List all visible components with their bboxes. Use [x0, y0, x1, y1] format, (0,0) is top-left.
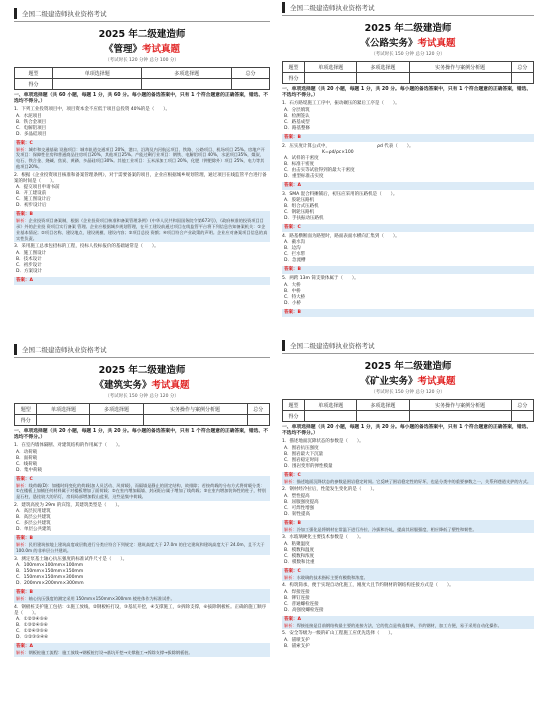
score-cell: [232, 79, 270, 90]
score-row-label: 得分: [15, 415, 37, 426]
score-cell: [511, 411, 533, 422]
option: D．小桥: [284, 300, 301, 306]
option: B．开工建设前: [16, 191, 47, 197]
score-row-label: 得分: [15, 79, 53, 90]
option: C．①②④③⑤⑥: [16, 629, 48, 635]
question-text: 5．两跨 13m 简支梁体属于（ ）。: [282, 276, 359, 282]
exam-meta: （考试时长 150 分钟 总分 120 分）: [105, 394, 179, 399]
exam-title: [282, 35, 534, 49]
exam-meta: （考试时长 150 分钟 总分 120 分）: [371, 390, 445, 395]
score-cell: [305, 73, 357, 84]
option: C．线荷载: [16, 461, 38, 467]
explanation: [284, 575, 532, 581]
score-cell: [247, 415, 269, 426]
exam-title-year: 2025 年二级建造师: [98, 29, 186, 40]
header-bar: [14, 344, 17, 355]
explanation: [284, 623, 532, 629]
option: B．150mm×150mm×150mm: [16, 569, 84, 574]
score-table: [282, 61, 534, 84]
score-cell: [357, 411, 409, 422]
score-col: 实务操作与案例分析题: [409, 400, 511, 411]
option: A．焊接连接: [284, 589, 310, 595]
exam-title-red: 考试真题: [417, 38, 456, 49]
option: A．粘聚温度: [284, 541, 310, 547]
score-col: 多项选择题: [357, 62, 409, 73]
option: C．模数和浓度: [284, 553, 315, 559]
question-text: 1．石方路堤施工工序中，振动碾压的紧后工序是（ ）。: [282, 101, 400, 107]
option: A．试样的干密度: [284, 156, 319, 162]
answer-box: [282, 472, 534, 486]
answer-box: [282, 520, 534, 534]
question-text: 1．下列工业投资项目中，项目资本金不应低于项目总投资 40%的是（ ）。: [14, 107, 171, 113]
score-col: 多项选择题: [142, 68, 232, 79]
question-text: 3．SMA 混合料摊铺后，初压应采用的压路机是（ ）。: [282, 192, 398, 198]
explanation-label: 解析：: [16, 218, 29, 224]
option: D．初步设计后: [16, 203, 47, 209]
header-text: 全国二级建造师执业资格考试: [22, 346, 107, 354]
option: A．大桥: [284, 282, 301, 288]
header-bar: [282, 340, 285, 351]
answer-text: 答案：B: [284, 520, 301, 526]
option: B．检测签认: [284, 113, 310, 119]
exam-page-construction: [14, 342, 270, 716]
explanation-label: 解析：: [16, 596, 29, 601]
answer-box: [14, 277, 270, 285]
exam-subject: 《矿业实务》: [360, 376, 418, 387]
option: D．集中荷载: [16, 467, 42, 473]
option: D．①②③⑤④⑥: [16, 635, 49, 641]
page-header: [282, 338, 534, 354]
option: B．模数和温度: [284, 547, 315, 553]
score-col-total: 总分: [511, 62, 533, 73]
option: B．组合式压路机: [284, 204, 319, 210]
answer-text: 答案：B: [284, 267, 301, 273]
answer-text: 答案：A: [16, 644, 33, 650]
option: D．急流槽: [284, 258, 306, 264]
formula: K=ρd/ρc×100: [322, 149, 354, 155]
option: A．施工图设计: [16, 250, 47, 256]
option: B．铆钉连接: [284, 595, 310, 601]
exam-title-year: 2025 年二级建造师: [364, 361, 452, 372]
explanation-label: 解析：: [16, 146, 29, 152]
exam-title-red: 考试真题: [417, 376, 456, 387]
option: A．围岩抗压强度: [284, 445, 319, 451]
option: C．普通螺栓连接: [284, 601, 319, 607]
exam-title: [14, 41, 270, 55]
score-cell: [357, 73, 409, 84]
answer-text: 答案：B: [284, 134, 301, 140]
explanation-text: 轴心抗压强度的测定采用 150mm×150mm×300mm 棱柱体作为标准试件。: [28, 596, 175, 601]
explanation-label: 解析：: [284, 574, 297, 580]
option: C．150mm×150mm×300mm: [16, 575, 84, 580]
option: C．施工图设计后: [16, 197, 51, 203]
option: A．水泥项目: [16, 113, 42, 119]
option: A．高层民用建筑: [16, 509, 51, 515]
question-text: 2．钢材经冷拉后，性能发生变化的是（ ）。: [282, 487, 378, 493]
option: A．塑性提高: [284, 493, 310, 499]
score-table: [14, 403, 270, 426]
option: A．胶轮压路机: [284, 198, 315, 204]
option: D．方案设计: [16, 268, 42, 274]
page-header: [14, 342, 270, 358]
answer-box: [282, 616, 534, 630]
answer-text: 答案：A: [284, 183, 301, 189]
exam-subject: 《建筑实务》: [94, 380, 152, 391]
option: C．拦水带: [284, 252, 306, 258]
score-col-type: 题型: [283, 62, 305, 73]
score-cell: [409, 73, 511, 84]
option: C．多层公共建筑: [16, 521, 51, 527]
explanation-text: 城市和交通基础 设施项目：城市轨道交通项目 20%，港口、沿海及内河航运项目、铁路、公路项目、机场项目 25%。房地产开发项目：保障性住房和普通商品住房项目20%，其他项目25%。产能过剩行业项目：钢铁、电解铝项目 40%，水泥项目35%，煤炭、电石、铁合金、烧碱、焦炭、黄磷、多晶硅项目30%。其他工业项目：玉米深加工项目 20%，化肥（钾肥除外）项目 25%，电力等其他项目20%。: [16, 146, 265, 169]
exam-subject: 《公路实务》: [360, 38, 418, 49]
score-col: 多项选择题: [90, 404, 143, 415]
score-cell: [37, 415, 90, 426]
explanation-text: 描述地面沉降状态的参数是围岩稳定时间。它反映了围岩稳定性的好坏，也是分类中的重要参数之一，关系到巷道支护的方式。: [296, 478, 532, 484]
option: C．特大桥: [284, 294, 306, 300]
explanation-label: 解析：: [16, 542, 29, 548]
answer-text: 答案：A: [284, 616, 301, 622]
explanation: [16, 483, 268, 500]
score-row-label: 得分: [283, 411, 305, 422]
answer-text: 答案：B: [16, 212, 33, 218]
score-cell: [90, 415, 143, 426]
answer-text: 答案：C: [16, 476, 33, 482]
option: A．动荷载: [16, 449, 38, 455]
question-text: 5．安全等级为一级的矿山工程施工应优先选择（ ）。: [282, 631, 396, 637]
option: D．高强度螺栓连接: [284, 607, 324, 613]
explanation-label: 解析：: [16, 482, 29, 488]
section-heading: 一、单项选择题（共 60 小题，每题 1 分，共 60 分。每小题的备选答案中，只有 1 个符合题意的正确答案，错选、不选均不得分。）: [14, 93, 269, 105]
answer-text: 答案：C: [16, 140, 33, 146]
header-text: 全国二级建造师执业资格考试: [22, 10, 107, 18]
score-table: [282, 399, 534, 422]
exam-title-red: 考试真题: [142, 44, 181, 55]
section-heading: 一、单项选择题（共 20 小题，每题 1 分，共 20 分。每小题的备选答案中，只有 1 个符合题意的正确答案，错选、不选均不得分。）: [282, 87, 532, 99]
score-col-total: 总分: [511, 400, 533, 411]
score-col: 实务操作与案例分析题: [143, 404, 247, 415]
answer-box: [14, 589, 270, 603]
exam-title-year: 2025 年二级建造师: [364, 23, 452, 34]
answer-box: [282, 568, 534, 582]
section-heading: 一、单项选择题（共 20 小题，每题 1 分，共 20 分。每小题的备选答案中，只有 1 个符合题意的正确答案，错选、不选均不得分。）: [282, 425, 532, 437]
score-col: 单项选择题: [52, 68, 142, 79]
option: D．重型标准击实度: [284, 174, 324, 180]
option: B．高层公共建筑: [16, 515, 51, 521]
score-col: 单项选择题: [305, 62, 357, 73]
answer-box: [282, 182, 534, 190]
section-heading: 一、单项选择题（共 20 小题，每题 1 分，共 20 分。每小题的备选答案中，只有 1 个符合题意的正确答案，错选、不选均不得分。）: [14, 429, 269, 441]
option: A．①②③④⑤⑥: [16, 617, 48, 623]
option: D．韧性提高: [284, 511, 310, 517]
answer-text: 答案：B: [16, 536, 33, 542]
answer-text: 答案：A: [16, 277, 33, 283]
option: B．围岩最大下沉量: [284, 451, 324, 457]
question-text: 4．构筑筒承，便于实现自动化施工，刚度大且节约钢材的钢结构连接方式是（ ）。: [282, 583, 454, 589]
option: C．由击实等试验得到的最大干密度: [284, 168, 355, 174]
exam-title-year: 2025 年二级建造师: [98, 365, 186, 376]
explanation: [16, 542, 268, 554]
explanation: [284, 479, 532, 485]
question-text: 2．建筑高度为 29m 的宾馆，其建筑类型是（ ）。: [14, 503, 123, 508]
exam-title-red: 考试真题: [151, 380, 190, 391]
option: D．手扶振动压路机: [284, 216, 324, 222]
answer-box: [282, 309, 534, 317]
explanation-label: 解析：: [284, 526, 297, 532]
option: B．中桥: [284, 288, 301, 294]
page-header: [282, 0, 534, 16]
question-text: 3．水玻璃硬化主要技术参数是（ ）。: [282, 535, 364, 541]
explanation-label: 解析：: [284, 622, 297, 628]
header-text: 全国二级建造师执业资格考试: [290, 4, 375, 12]
question-text: 2．根据《企业投资项目核准和备案管理条例》，对于需要备案的项目，企业应根据城乡规划管理，通过项目在线监管平台进行备案的时间是（ ）。: [14, 172, 267, 184]
explanation: [16, 218, 268, 241]
score-col-type: 题型: [15, 68, 53, 79]
score-row-label: 得分: [283, 73, 305, 84]
option: A．分层填筑: [284, 107, 310, 113]
option: B．标准干密度: [284, 162, 315, 168]
exam-meta: （考试时长 120 分钟 总分 100 分）: [105, 58, 179, 63]
option: D．模数和比重: [284, 559, 315, 565]
option: D．围岩变形的弹性模量: [284, 463, 333, 469]
score-col: 实务操作与案例分析题: [409, 62, 511, 73]
option: C．围岩稳定时间: [284, 457, 319, 463]
option: C．可焊性增强: [284, 505, 315, 511]
answer-box: [14, 476, 270, 501]
explanation: [16, 596, 268, 602]
answer-box: [282, 224, 534, 232]
explanation-text: 企业投资项目备案制，根据《企业投资项目核准和备案管理条例》(中华人民共和国国务院令第673号)，《政府核准的投资项目目录》外的企业投 资项目实行备案 管理。企业应根据城乡规划管理，在开工建设前通过项目在线监管平台将下列信息告知备案机关：①企业基本情况；②项目名称、建设地点、建设规模、建设内容；③项目总投 资额；④项目符合产业政策的声明。企业应对备案项目信息的真实性负责。: [16, 218, 268, 241]
option: B．①③②④⑤⑥: [16, 623, 48, 629]
page-header: [14, 6, 270, 22]
answer-text: 答案：C: [284, 568, 301, 574]
explanation: [16, 147, 268, 170]
explanation: [284, 527, 532, 533]
score-cell: [409, 411, 511, 422]
score-col: 单项选择题: [305, 400, 357, 411]
score-col: 多项选择题: [357, 400, 409, 411]
explanation: [16, 650, 268, 656]
option: D．路基整修: [284, 125, 310, 131]
answer-box: [14, 643, 270, 657]
answer-box: [282, 266, 534, 274]
option: A．提交项目申请书前: [16, 185, 60, 191]
score-cell: [52, 79, 142, 90]
score-cell: [305, 411, 357, 422]
option: B．屈服强度提高: [284, 499, 319, 505]
exam-page-management: [14, 6, 270, 340]
option: B．锚索支护: [284, 643, 310, 649]
option: D．200mm×200mm×300mm: [16, 581, 84, 586]
score-cell: [511, 73, 533, 84]
score-col-type: 题型: [15, 404, 37, 415]
exam-meta: （考试时长 150 分钟 总分 120 分）: [371, 52, 445, 57]
option: C．路基成型: [284, 119, 310, 125]
exam-subject: 《管理》: [103, 44, 142, 55]
header-bar: [282, 2, 285, 13]
answer-box: [14, 211, 270, 242]
answer-text: 答案：B: [284, 309, 301, 315]
explanation-text: 民用建筑按地上建筑高度或层数进行分类应符合下列规定：建筑高度大于 27.0m 的住宅建筑和建筑高度大于 24.0m，且不大于 100.0m 的非单层公共建筑。: [16, 542, 265, 553]
explanation-label: 解析：: [284, 478, 297, 484]
answer-box: [282, 134, 534, 142]
explanation-label: 解析：: [16, 650, 29, 656]
question-text: 1．在室内墙体隔断、对建筑结构的作用属于（ ）。: [14, 443, 123, 449]
explanation-text: 线荷载(D)：如楼时间变化的荷载(加人员活动、风荷载)，而隔墙是静止的固定结构，故排除；若按荷载的分布方式将荷载分类：①在楼板上加铺任何材料属于对楼板增加了面荷载；②在室内增加隔墙、封闭阳台属于增加了线荷载；③在室内增加装饰性的柱子，特别是石柱，悬挂较大的吊灯，房间局部增加假山盆景，这些是集中荷载。: [16, 482, 266, 500]
answer-box: [14, 535, 270, 555]
score-col-total: 总分: [232, 68, 270, 79]
option: B．技术设计: [16, 256, 42, 262]
option: A．截水沟: [284, 240, 306, 246]
answer-text: 答案：B: [16, 590, 33, 595]
score-col-total: 总分: [247, 404, 269, 415]
score-table: [14, 67, 270, 90]
header-bar: [14, 8, 17, 19]
answer-box: [14, 140, 270, 171]
exam-page-mining: [282, 338, 534, 718]
option: D．单层公共建筑: [16, 527, 51, 533]
option: C．初步设计: [16, 262, 42, 268]
option: C．钢轮压路机: [284, 210, 315, 216]
option: A．100mm×100mm×100mm: [16, 563, 84, 568]
score-col-type: 题型: [283, 400, 305, 411]
explanation-text: 钢板桩施工流程：施工放线→钢板桩打设→基坑开挖→支撑施工→拆除支撑→拔除钢板桩。: [28, 650, 193, 656]
option: C．电解铝项目: [16, 125, 47, 131]
question-text: 4．钢板桩支护施工包括：①施工放线，②钢板桩打设，③基坑开挖，④支撑施工，⑤拆除支撑，⑥拔除钢板桩。正确的施工顺序是（ ）。: [14, 604, 267, 616]
question-text: 3．采用施工总承包招标的工程，投标人投标报价的基础通常是（ ）。: [14, 244, 159, 250]
score-cell: [143, 415, 247, 426]
exam-title: [14, 377, 270, 391]
option: B．铁合金项目: [16, 119, 47, 125]
option: B．边沟: [284, 246, 301, 252]
score-cell: [142, 79, 232, 90]
option: B．面荷载: [16, 455, 38, 461]
question-text: 4．路基横断面为路堑时，路面表面水横向汇集到（ ）。: [282, 234, 400, 240]
answer-text: 答案：C: [284, 225, 301, 231]
exam-page-highway: [282, 0, 534, 334]
question-text: 2．压实度计算公式中， ρd 代表（ ）。: [282, 143, 414, 149]
answer-text: 答案：C: [284, 472, 301, 478]
score-col: 单项选择题: [37, 404, 90, 415]
option: A．锚喷支护: [284, 637, 310, 643]
option: D．多晶硅项目: [16, 131, 47, 137]
question-text: 1．描述地面沉降状态的参数是（ ）。: [282, 439, 364, 445]
exam-title: [282, 373, 534, 387]
explanation-text: 冷加工强化是将钢材在常温下进行冷拉、冷拔和冷轧，提高其屈服强度，相应降低了塑性和韧性。: [296, 526, 477, 532]
header-text: 全国二级建造师执业资格考试: [290, 342, 375, 350]
explanation-text: 焊接连接是目前钢结构最主要的连接方法，它的优点是构造简单，节约钢材，加工方便，易于采用自动化操作。: [296, 622, 502, 628]
question-text: 3．测定泵基土轴心抗压强度的标准试件尺寸是（ ）。: [14, 556, 128, 562]
explanation-text: 水玻璃的技术指标主要有模数和浓度。: [296, 574, 368, 580]
